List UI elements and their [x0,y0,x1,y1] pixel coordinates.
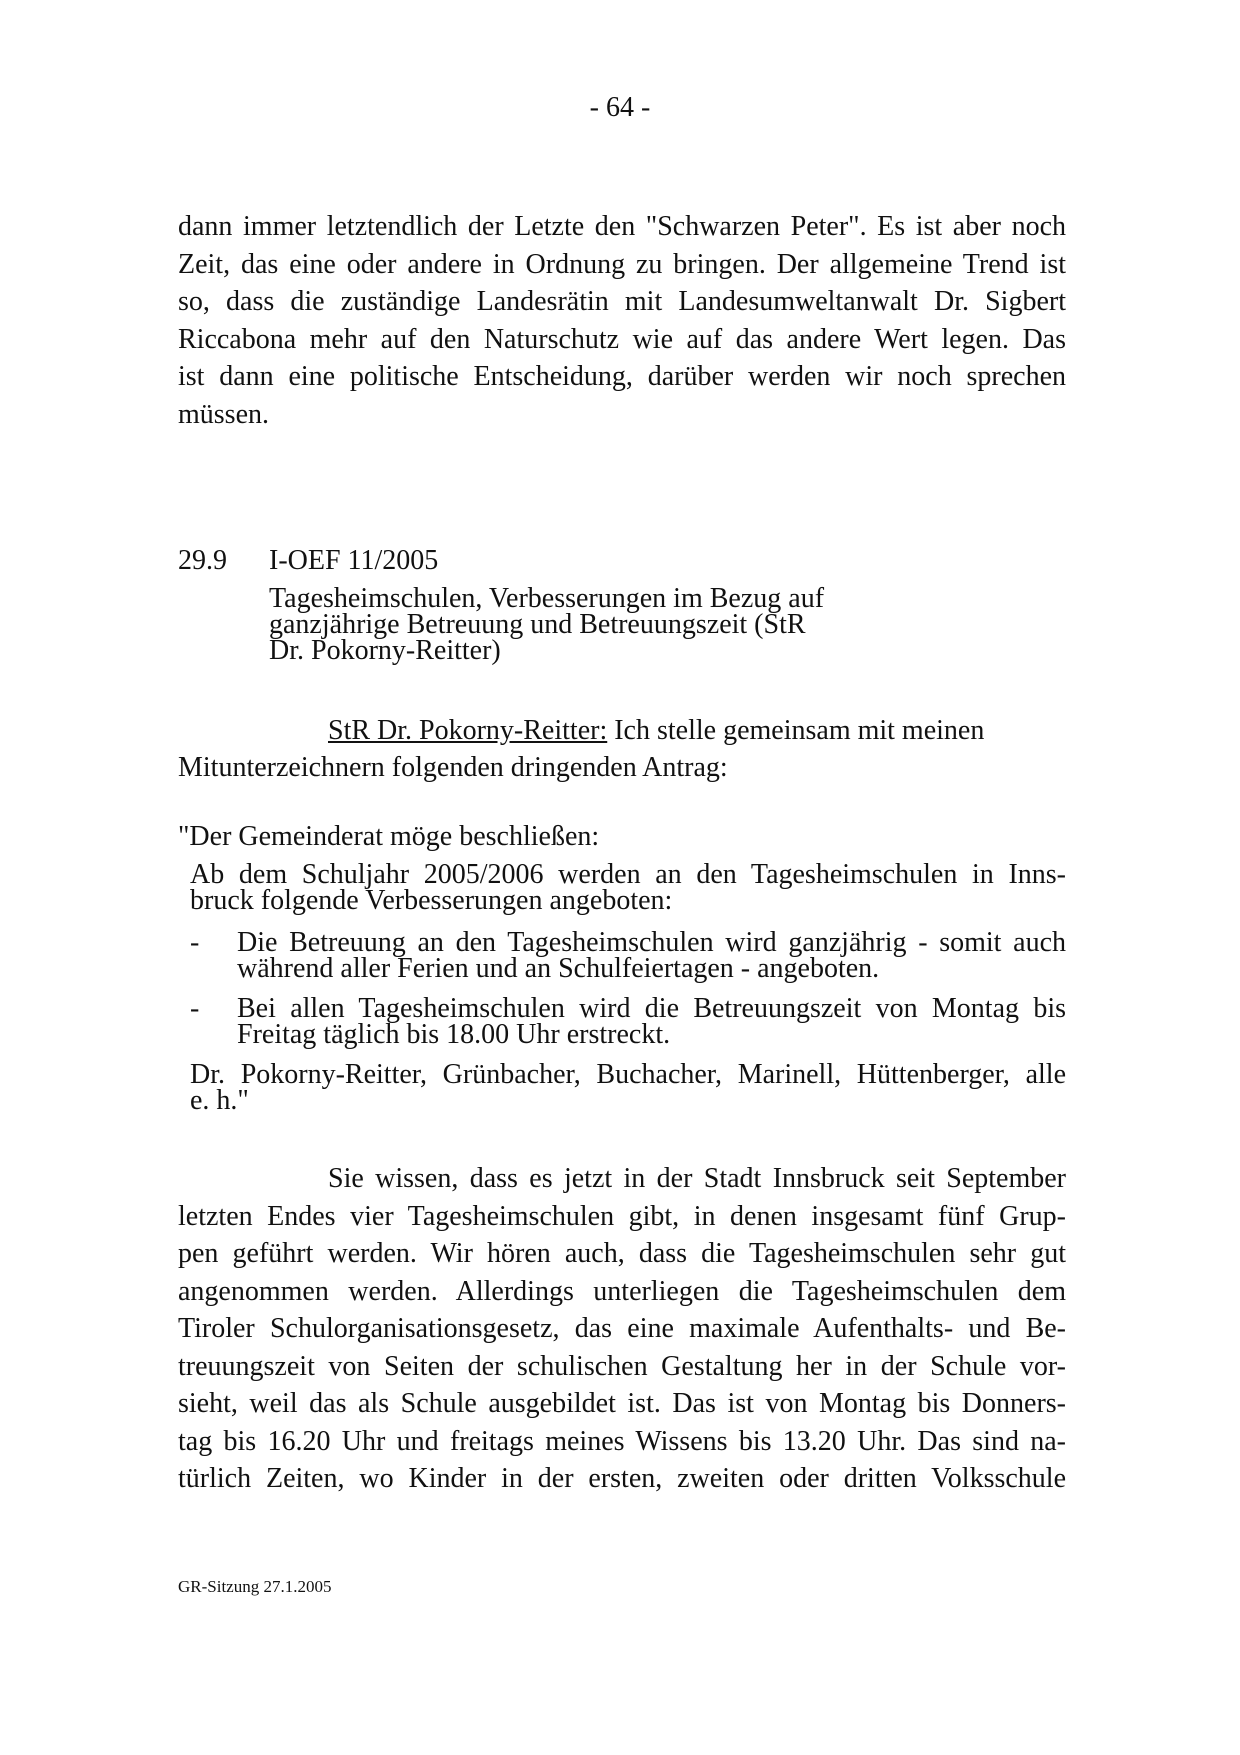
page-footer: GR-Sitzung 27.1.2005 [178,1577,332,1596]
paragraph-2-line: angenommen werden. Allerdings unterliegen die Tagesheimschulen dem [178,1275,1066,1307]
bullet-text [237,993,1066,1050]
paragraph-2-line: sieht, weil das als Schule ausgebildet ist. Das ist von Montag bis Donners- [178,1388,1066,1419]
paragraph-2-line: treuungszeit von Seiten der schulischen Gestaltung her in der Schule vor- [178,1350,1066,1382]
intro-paragraph [178,712,1066,786]
motion-lead [190,859,1066,916]
intro-line-2: Mitunterzeichnern folgenden dringenden Antrag: [178,752,728,783]
bullet-dash: - [190,993,200,1024]
paragraph-1-line: Riccabona mehr auf den Naturschutz wie auf das andere Wert legen. Das [178,323,1066,355]
paragraph-2-line: pen geführt werden. Wir hören auch, dass die Tagesheimschulen sehr gut [178,1238,1066,1269]
bullet-text [237,927,1066,984]
motion-heading: "Der Gemeinderat möge beschließen: [178,821,600,852]
bullet-line: Die Betreuung an den Tagesheimschulen wird ganzjährig - somit auch [237,927,1066,958]
bullet-dash: - [190,927,200,958]
bullet-line: während aller Ferien und an Schulfeiertagen - angeboten. [237,953,880,984]
agenda-title [269,583,889,666]
paragraph-1 [178,208,1066,433]
paragraph-2-line: türlich Zeiten, wo Kinder in der ersten, zweiten oder dritten Volksschule [178,1463,1066,1494]
signers-line: e. h." [190,1085,249,1116]
paragraph-1-line: müssen. [178,398,269,430]
paragraph-2-line: letzten Endes vier Tagesheimschulen gibt, in denen insgesamt fünf Grup- [178,1200,1066,1232]
paragraph-2-line: Tiroler Schulorganisationsgesetz, das eine maximale Aufenthalts- und Be- [178,1313,1066,1344]
paragraph-1-line: dann immer letztendlich der Letzte den "Schwarzen Peter". Es ist aber noch [178,211,1066,242]
speaker-name: StR Dr. Pokorny-Reitter: [328,715,608,746]
signers-line: Dr. Pokorny-Reitter, Grünbacher, Buchacher, Marinell, Hüttenberger, alle [190,1059,1066,1090]
agenda-number: 29.9 [178,545,227,576]
paragraph-2-line: Sie wissen, dass es jetzt in der Stadt Innsbruck seit September [328,1163,1066,1194]
bullet-line: Bei allen Tagesheimschulen wird die Betreuungszeit von Montag bis [237,993,1066,1024]
agenda-title-line: ganzjährige Betreuung und Betreuungszeit (StR [269,609,806,640]
paragraph-2 [178,1160,1066,1498]
agenda-title-line: Tagesheimschulen, Verbesserungen im Bezug auf [269,583,825,614]
paragraph-1-line: Zeit, das eine oder andere in Ordnung zu bringen. Der allgemeine Trend ist [178,248,1066,280]
agenda-title-line: Dr. Pokorny-Reitter) [269,635,501,666]
motion-signers [190,1059,1066,1116]
intro-line-1 [178,712,1066,749]
motion-lead-line: bruck folgende Verbesserungen angeboten: [190,885,673,916]
paragraph-1-line: so, dass die zuständige Landesrätin mit Landesumweltanwalt Dr. Sigbert [178,286,1066,317]
motion-lead-line: Ab dem Schuljahr 2005/2006 werden an den Tagesheimschulen in Inns- [190,859,1066,890]
paragraph-2-line: tag bis 16.20 Uhr und freitags meines Wissens bis 13.20 Uhr. Das sind na- [178,1425,1066,1457]
page-number: - 64 - [589,92,651,123]
intro-text: Ich stelle gemeinsam mit meinen [607,715,985,746]
paragraph-1-line: ist dann eine politische Entscheidung, darüber werden wir noch sprechen [178,361,1066,392]
agenda-code: I-OEF 11/2005 [269,545,439,576]
bullet-line: Freitag täglich bis 18.00 Uhr erstreckt. [237,1019,671,1050]
